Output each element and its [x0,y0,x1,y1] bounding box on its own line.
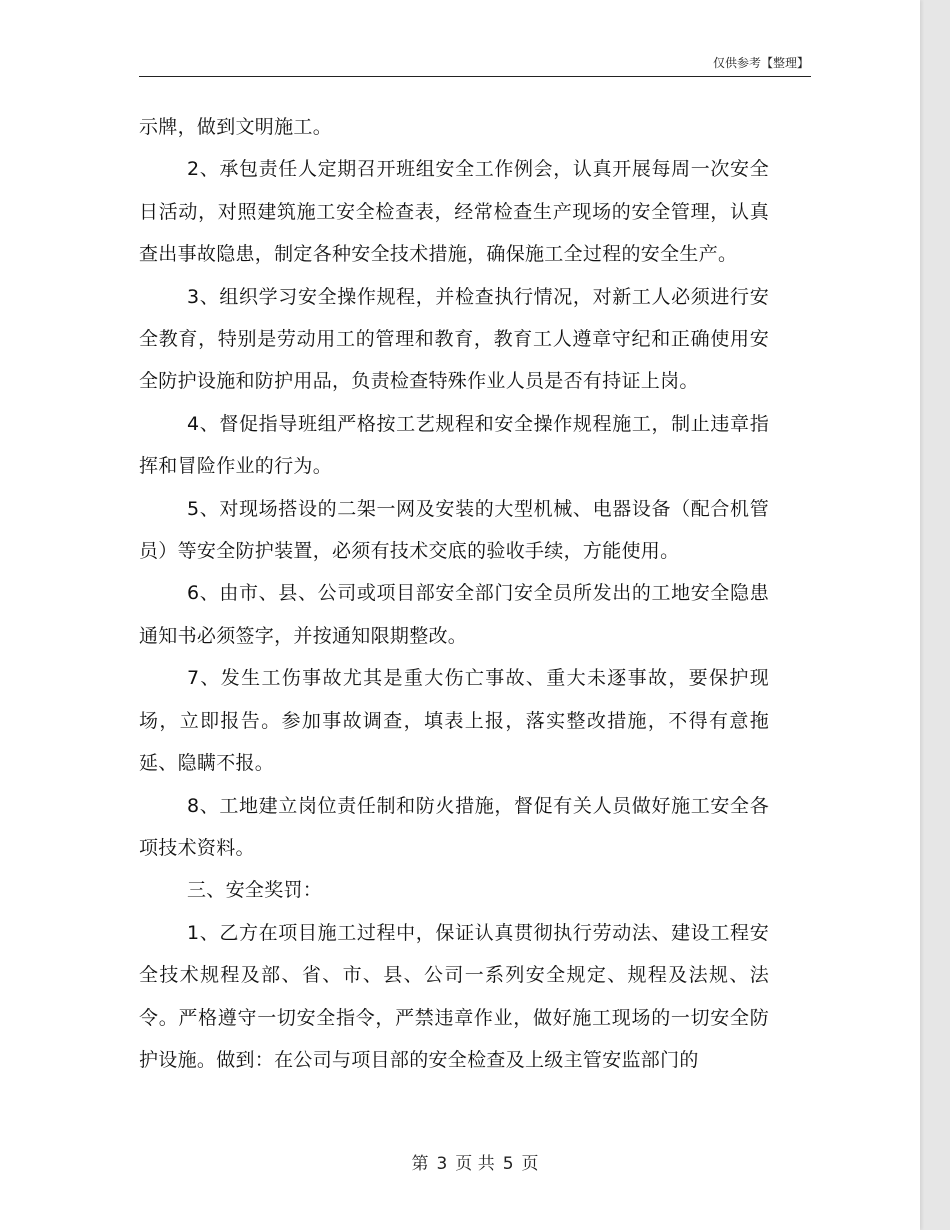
footer-prefix: 第 [411,1154,429,1174]
paragraph-item-8: 8、工地建立岗位责任制和防火措施，督促有关人员做好施工安全各项技术资料。 [139,794,769,859]
footer-suffix: 页 [521,1154,539,1174]
paragraph-item-5: 5、对现场搭设的二架一网及安装的大型机械、电器设备（配合机管员）等安全防护装置，必须有技术交底的验收手续，方能使用。 [139,497,769,563]
paragraph-continuation: 示牌，做到文明施工。 [139,116,333,138]
header-note: 仅供参考【整理】 [712,56,809,70]
paragraph-item-3: 3、组织学习安全操作规程，并检查执行情况，对新工人必须进行安全教育，特别是劳动用工的管理和教育，教育工人遵章守纪和正确使用安全防护设施和防护用品，负责检查特殊作业人员是否有持证上岗。 [139,285,769,393]
paragraph-item-4: 4、督促指导班组严格按工艺规程和安全操作规程施工，制止违章指挥和冒险作业的行为。 [139,412,769,478]
footer-middle: 页 共 [455,1154,495,1174]
paragraph-item-2: 2、承包责任人定期召开班组安全工作例会，认真开展每周一次安全日活动，对照建筑施工安全检查表，经常检查生产现场的安全管理，认真查出事故隐患，制定各种安全技术措施，确保施工全过程的安全生产。 [139,158,769,266]
paragraph-item-7: 7、发生工伤事故尤其是重大伤亡事故、重大未逐事故，要保护现场，立即报告。参加事故调查，填表上报，落实整改措施，不得有意拖延、隐瞒不报。 [139,667,769,775]
page-footer [0,1154,950,1174]
footer-current-page: 3 [436,1154,448,1174]
document-body [139,106,769,1081]
footer-total-pages: 5 [502,1154,514,1174]
section-heading: 三、安全奖罚： [187,879,323,902]
paragraph-reward-1: 1、乙方在项目施工过程中，保证认真贯彻执行劳动法、建设工程安全技术规程及部、省、市、县、公司一系列安全规定、规程及法规、法令。严格遵守一切安全指令，严禁违章作业，做好施工现场的一切安全防护设施。做到：在公司与项目部的安全检查及上级主管安监部门的 [139,921,769,1071]
page-header [139,52,811,77]
paragraph-item-6: 6、由市、县、公司或项目部安全部门安全员所发出的工地安全隐患通知书必须签字，并按通知限期整改。 [139,582,769,647]
